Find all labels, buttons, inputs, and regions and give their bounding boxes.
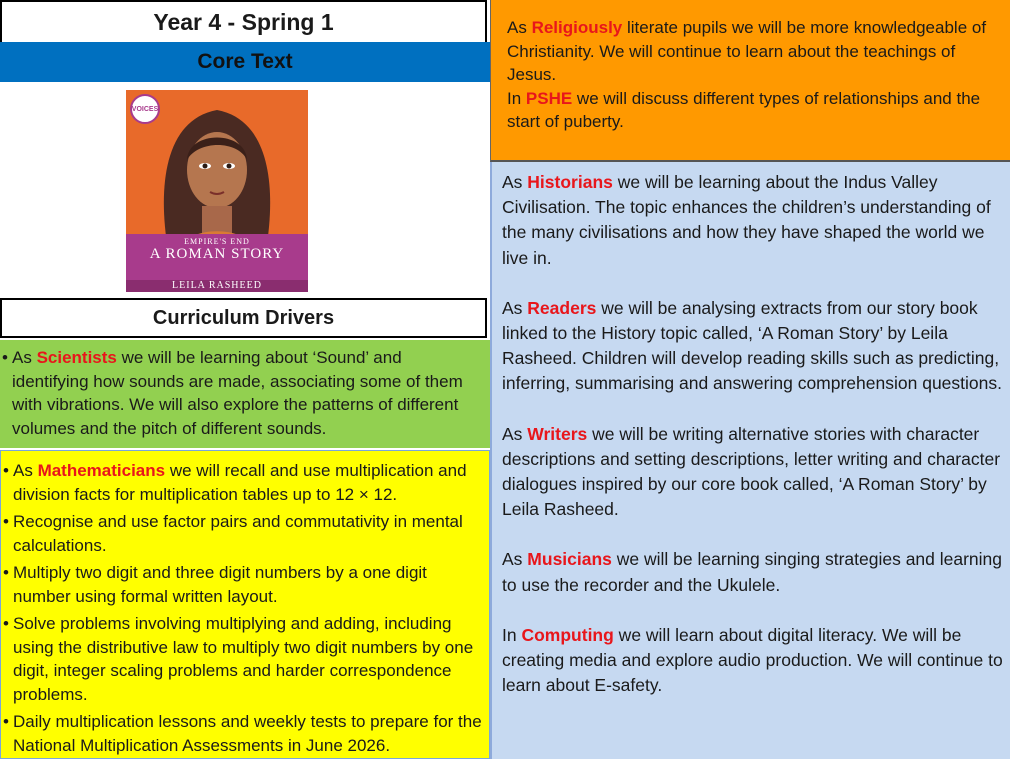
reading-paragraph: As Readers we will be analysing extracts from our story book linked to the History topic called, ‘A Roman Story’ by Leila Rasheed. Children will develop reading skills such as predicting, inferring, summarising and answering comprehension questions. xyxy=(502,297,1002,394)
computing-subject: Computing xyxy=(521,624,614,645)
book-title: A ROMAN STORY xyxy=(149,246,285,262)
core-text-heading: Core Text xyxy=(0,42,490,82)
re-paragraph: As Religiously literate pupils we will be more knowledgeable of Christianity. We will continue to learn about the teachings of Jesus. xyxy=(507,18,987,84)
science-text: As Scientists we will be learning about ‘Sound’ and identifying how sounds are made, associating some of them with vibrations. We will also explore the patterns of different volumes and the pitch of different sounds. xyxy=(12,348,463,438)
series-badge: VOICES xyxy=(130,94,160,124)
computing-paragraph: In Computing we will learn about digital literacy. We will be creating media and explore audio production. We will continue to learn about E-safety. xyxy=(502,624,1003,696)
book-cover-image xyxy=(126,90,308,292)
bullet-dot: • xyxy=(2,348,8,367)
music-paragraph: As Musicians we will be learning singing strategies and learning to use the recorder and the Ukulele. xyxy=(502,549,1003,595)
book-title-band xyxy=(126,234,308,280)
writing-paragraph: As Writers we will be writing alternative stories with character descriptions and setting descriptions, letter writing and character dialogues inspired by our core book called, ‘A Roman Story’ by Leila Rasheed. xyxy=(502,423,1001,520)
maths-intro: As Mathematicians we will recall and use multiplication and division facts for multiplication tables up to 12 × 12. xyxy=(13,461,467,504)
pshe-paragraph: In PSHE we will discuss different types of relationships and the start of puberty. xyxy=(507,88,981,131)
maths-bullet: • Multiply two digit and three digit numbers by a one digit number using formal written layout. xyxy=(3,563,427,606)
book-cover-illustration xyxy=(158,100,276,250)
history-paragraph: As Historians we will be learning about the Indus Valley Civilisation. The topic enhances the children’s understanding of the many civilisations and how they have shaped the world we live in. xyxy=(502,172,991,268)
re-pshe-panel xyxy=(490,0,1010,162)
book-author: LEILA RASHEED xyxy=(126,280,308,292)
science-panel xyxy=(0,340,490,448)
history-subject: Historians xyxy=(527,172,613,192)
book-subtitle: EMPIRE'S END xyxy=(184,237,250,246)
science-subject: Scientists xyxy=(36,348,117,367)
curriculum-drivers-heading: Curriculum Drivers xyxy=(0,298,487,338)
pshe-subject: PSHE xyxy=(525,88,573,108)
topics-panel xyxy=(490,162,1010,759)
maths-panel xyxy=(0,450,490,759)
maths-bullet: • Solve problems involving multiplying and adding, including using the distributive law to multiply two digit numbers by one digit, integer scaling problems and harder correspondence problems. xyxy=(3,614,474,704)
bullet-dot: • xyxy=(3,461,9,480)
reading-subject: Readers xyxy=(527,297,597,318)
maths-bullet: • Daily multiplication lessons and weekly tests to prepare for the National Multiplication Assessments in June 2026. xyxy=(3,712,482,755)
music-subject: Musicians xyxy=(527,549,612,570)
writing-subject: Writers xyxy=(527,423,588,444)
maths-bullet xyxy=(3,459,483,506)
re-subject: Religiously xyxy=(531,18,623,37)
science-bullet xyxy=(2,346,482,440)
page-title: Year 4 - Spring 1 xyxy=(0,0,487,42)
maths-subject: Mathematicians xyxy=(37,461,166,480)
maths-bullet: • Recognise and use factor pairs and commutativity in mental calculations. xyxy=(3,512,463,555)
